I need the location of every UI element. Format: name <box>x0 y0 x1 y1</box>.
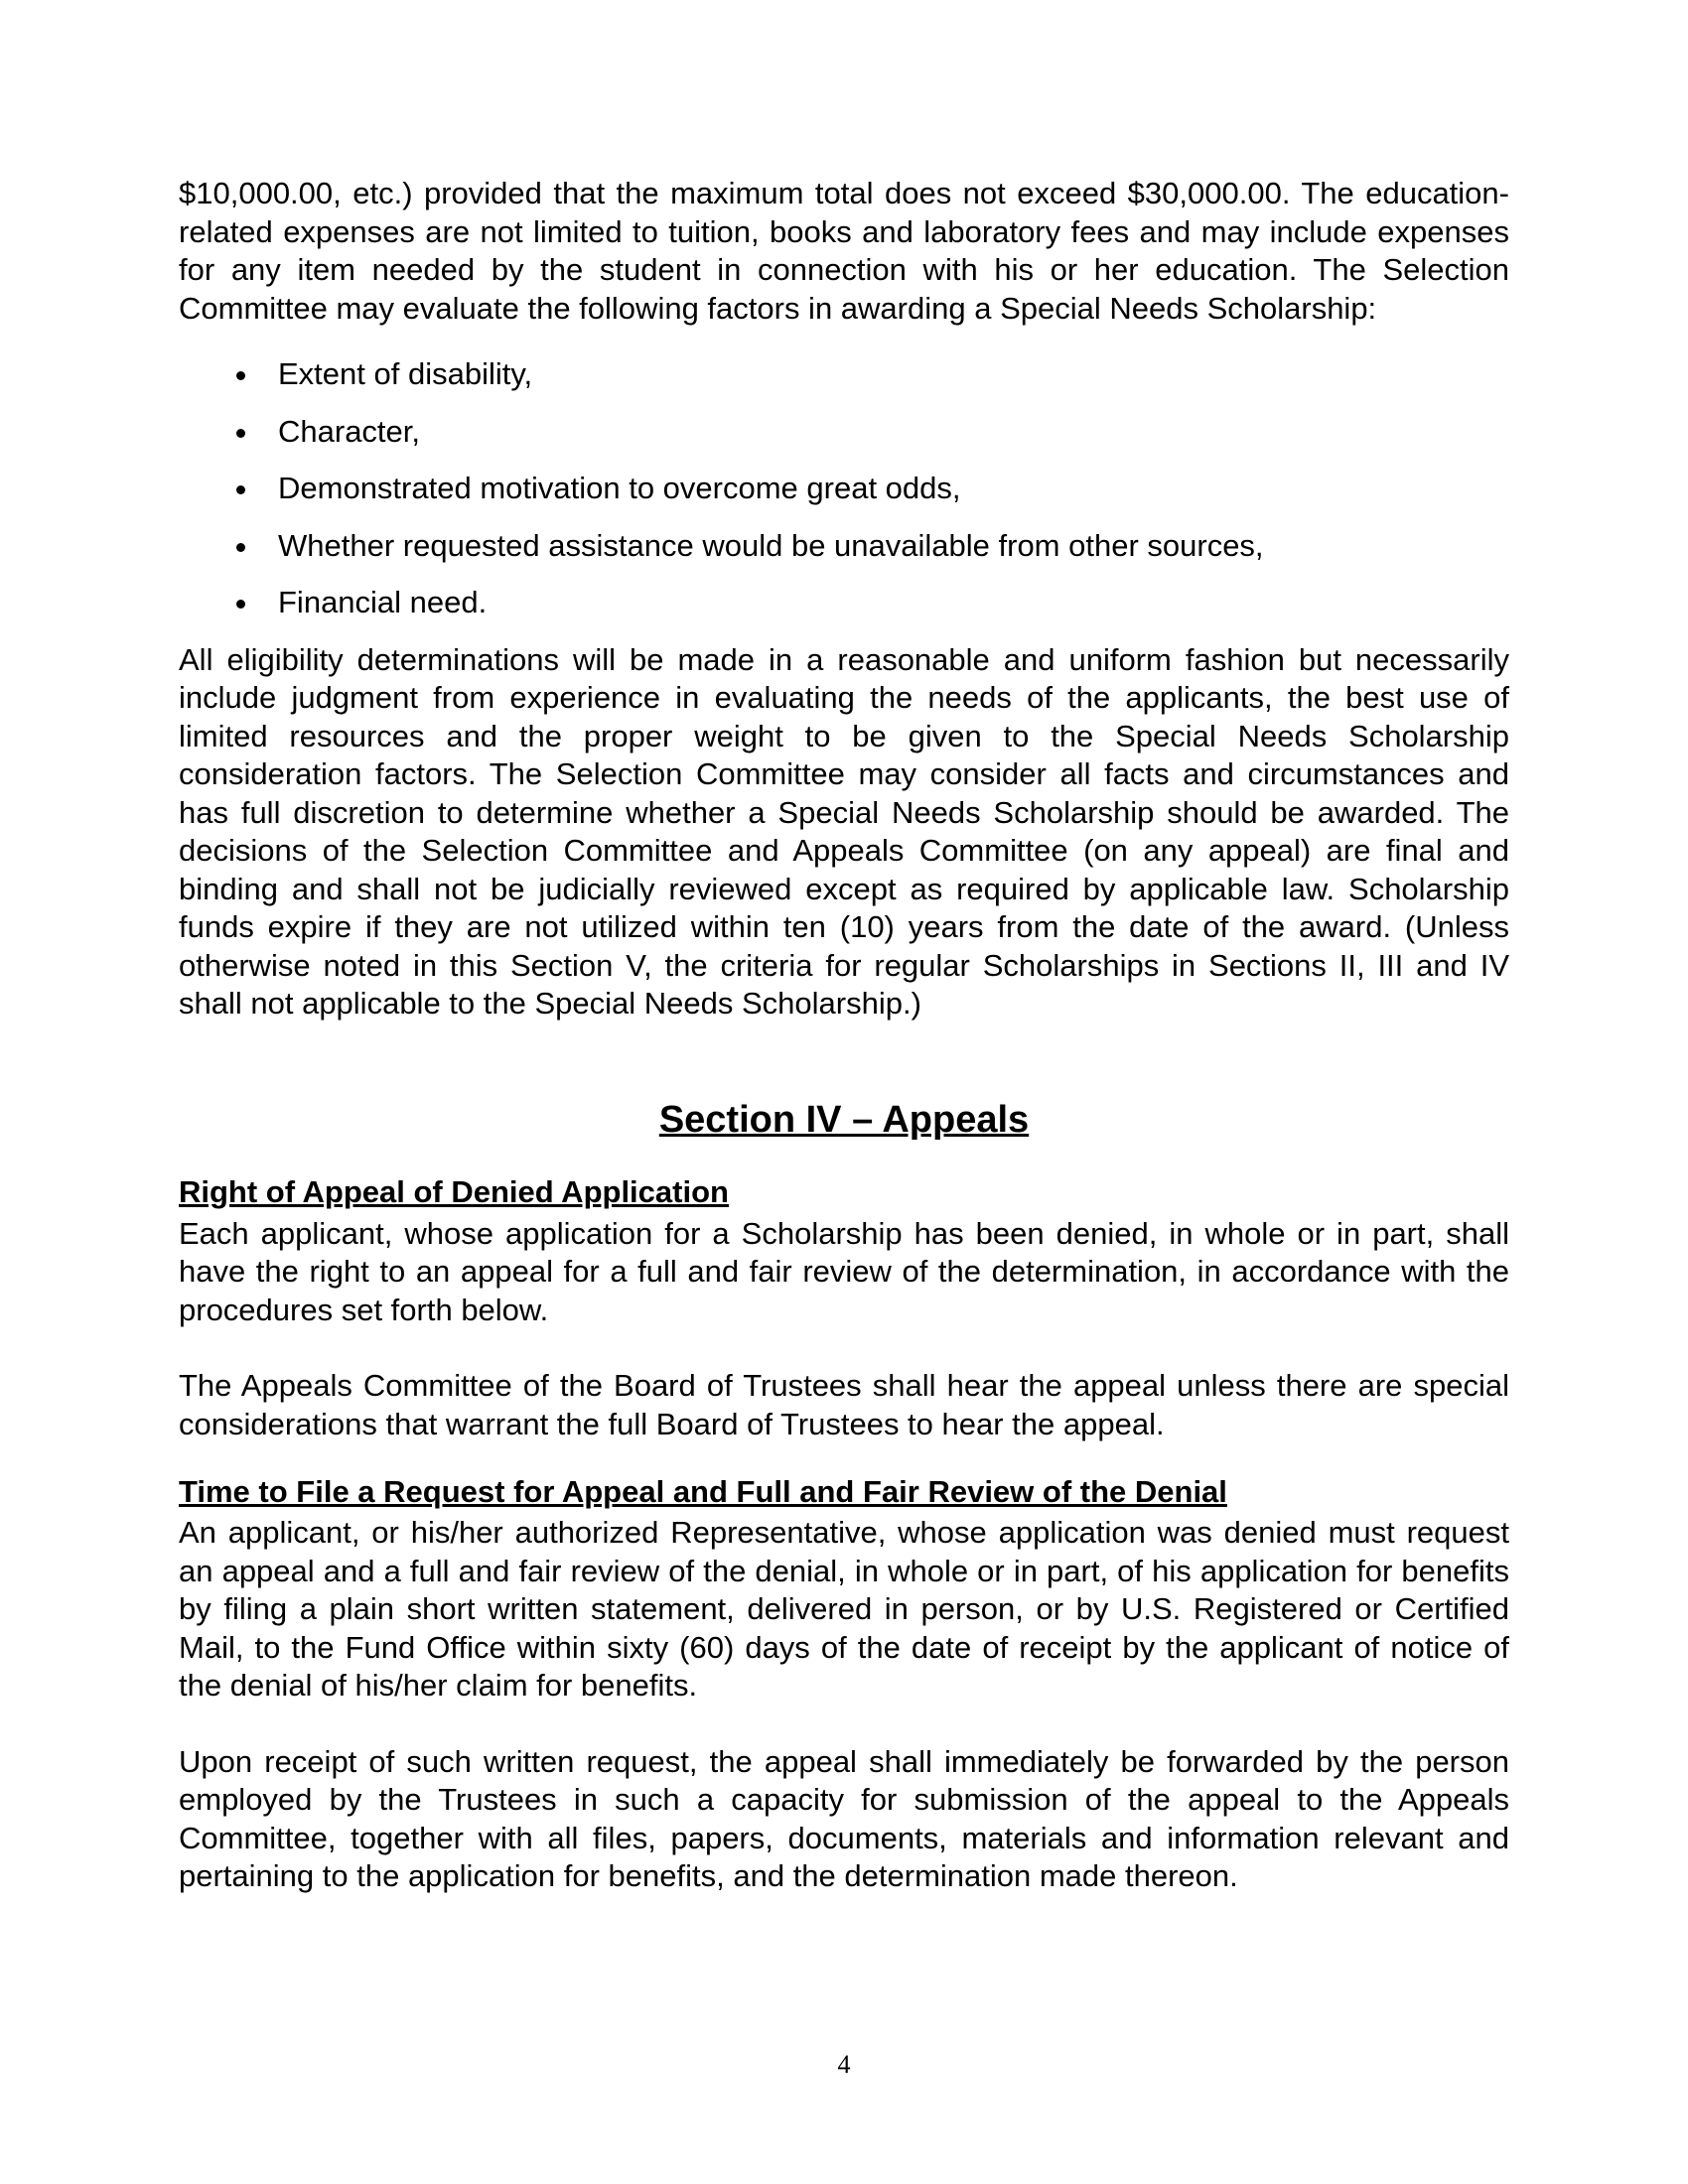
eligibility-paragraph: All eligibility determinations will be made in a reasonable and uniform fashion but necessarily include judgment from experience in evaluating the needs of the applicants, the best use of limited resources and the proper weight to be given to the Special Needs Scholarship consideration factors. The Selection Committee may consider all facts and circumstances and has full discretion to determine whether a Special Needs Scholarship should be awarded. The decisions of the Selection Committee and Appeals Committee (on any appeal) are final and binding and shall not be judicially reviewed except as required by applicable law. Scholarship funds expire if they are not utilized within ten (10) years from the date of the award. (Unless otherwise noted in this Section V, the criteria for regular Scholarships in Sections II, III and IV shall not applicable to the Special Needs Scholarship.) <box>179 641 1509 1021</box>
section-title: Section IV – Appeals <box>658 1098 1030 1141</box>
factor-text: Whether requested assistance would be unavailable from other sources, <box>278 527 1264 563</box>
bullet-icon <box>236 543 245 552</box>
factor-text: Extent of disability, <box>278 356 533 391</box>
time-to-file-paragraph-1: An applicant, or his/her authorized Representative, whose application was denied must request an appeal and a full and fair review of the denial, in whole or in part, of his application for benefits by filing a plain short written statement, delivered in person, or by U.S. Registered or Certified Mail, to the Fund Office within sixty (60) days of the date of receipt by the applicant of notice of the denial of his/her claim for benefits. <box>179 1515 1509 1703</box>
page-number: 4 <box>837 2050 851 2079</box>
bullet-icon <box>236 600 245 609</box>
factors-list <box>179 355 1509 621</box>
right-of-appeal-heading: Right of Appeal of Denied Application <box>179 1173 729 1209</box>
right-of-appeal-paragraph-2: The Appeals Committee of the Board of Trustees shall hear the appeal unless there are special considerations that warrant the full Board of Trustees to hear the appeal. <box>179 1368 1509 1441</box>
time-to-file-heading: Time to File a Request for Appeal and Full and Fair Review of the Denial <box>179 1474 1227 1509</box>
list-item <box>179 470 1509 507</box>
intro-paragraph: $10,000.00, etc.) provided that the maximum total does not exceed $30,000.00. The education-related expenses are not limited to tuition, books and laboratory fees and may include expenses for any item needed by the student in connection with his or her education. The Selection Committee may evaluate the following factors in awarding a Special Needs Scholarship: <box>179 176 1509 326</box>
list-item <box>179 584 1509 621</box>
bullet-icon <box>236 485 245 494</box>
list-item <box>179 355 1509 393</box>
bullet-icon <box>236 371 245 380</box>
right-of-appeal-paragraph-1: Each applicant, whose application for a Scholarship has been denied, in whole or in part, shall have the right to an appeal for a full and fair review of the determination, in accordance with the procedures set forth below. <box>179 1215 1509 1327</box>
factor-text: Financial need. <box>278 585 488 619</box>
factor-text: Character, <box>278 413 421 449</box>
list-item <box>179 413 1509 451</box>
document-page <box>179 175 1509 1896</box>
factor-text: Demonstrated motivation to overcome great odds, <box>278 471 961 505</box>
list-item <box>179 527 1509 565</box>
bullet-icon <box>236 429 245 438</box>
time-to-file-paragraph-2: Upon receipt of such written request, the appeal shall immediately be forwarded by the person employed by the Trustees in such a capacity for submission of the appeal to the Appeals Committee, together with all files, papers, documents, materials and information relevant and pertaining to the application for benefits, and the determination made thereon. <box>179 1743 1509 1893</box>
